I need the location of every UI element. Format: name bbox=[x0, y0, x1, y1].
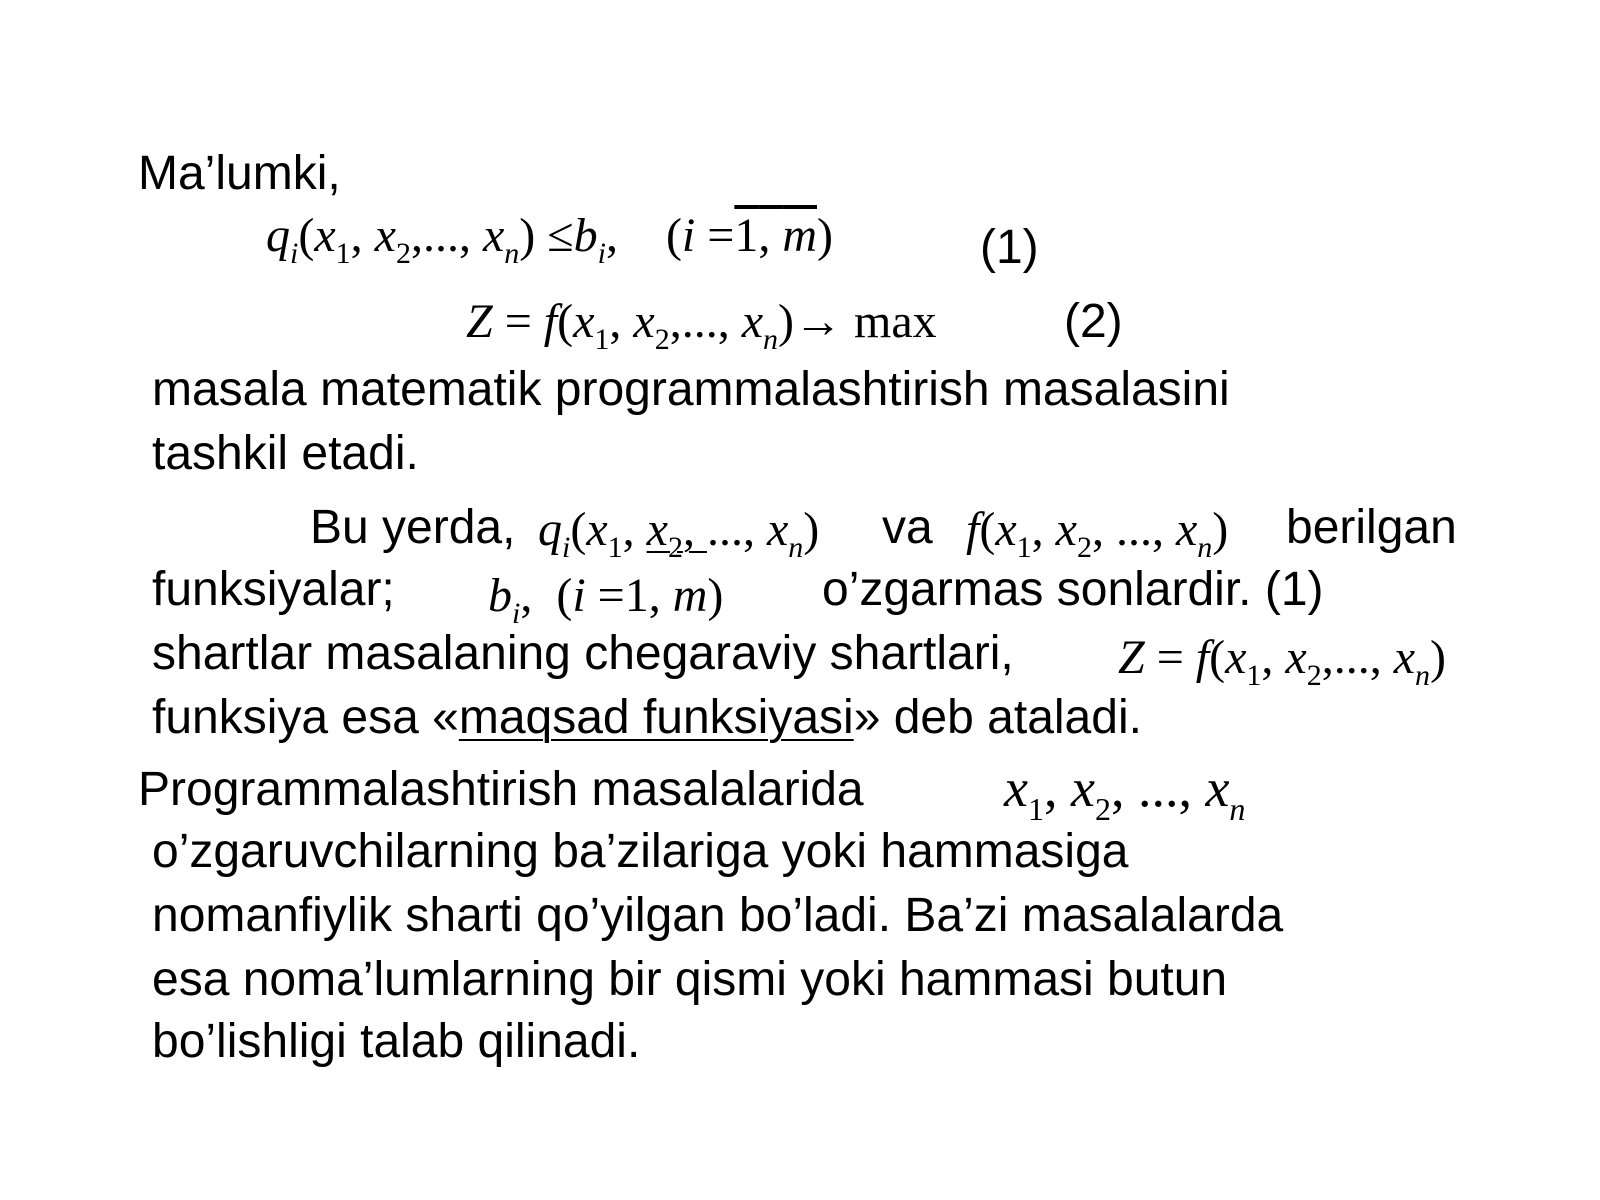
paragraph-2-va: va bbox=[882, 501, 933, 554]
deb-ataladi-text: » deb ataladi. bbox=[853, 691, 1142, 744]
paragraph-1-line-1: masala matematik programmalashtirish masalasini bbox=[152, 363, 1230, 416]
paragraph-2-ozgarmas: o’zgarmas sonlardir. (1) bbox=[822, 563, 1324, 616]
paragraph-3-line-5: bo’lishligi talab qilinadi. bbox=[152, 1015, 641, 1068]
maqsad-funksiyasi-term: maqsad funksiyasi bbox=[458, 691, 854, 744]
inline-formula-f: $f(x_1$, $x_2$, ..., $x_n$) bbox=[966, 503, 1229, 564]
inline-formula-q: $q_i(x_1$, $x_2$, ..., $x_n$) bbox=[538, 503, 820, 564]
paragraph-3-line-4: esa noma’lumlarning bir qismi yoki hammasi butun bbox=[152, 953, 1228, 1006]
paragraph-2-funksiyalar: funksiyalar; bbox=[152, 563, 395, 616]
equation-label-2: (2) bbox=[1064, 295, 1123, 348]
paragraph-2-funksiya-esa bbox=[152, 688, 1142, 748]
paragraph-3-line-2: o’zgaruvchilarning ba’zilariga yoki hammasiga bbox=[152, 825, 1129, 878]
paragraph-3-line-3: nomanfiylik sharti qo’yilgan bo’ladi. Ba’zi masalalarda bbox=[152, 889, 1284, 942]
paragraph-2-shartlar: shartlar masalaning chegaraviy shartlari, bbox=[152, 627, 1014, 680]
constraint-formula: $q_i(x_1$, $x_2$,..., $x_n) \le b_i$, (i =1, m) bbox=[266, 209, 833, 270]
paragraph-1-line-2: tashkil etadi. bbox=[152, 427, 419, 480]
paragraph-3-line-1: Programmalashtirish masalalarida bbox=[138, 763, 864, 816]
inline-formula-vars: $x_1$, $x_2$, ..., $x_n$ bbox=[1004, 758, 1246, 827]
funksiya-esa-text: funksiya esa « bbox=[152, 691, 459, 744]
objective-formula: $Z = f(x_1$, $x_2$,..., $x_n)\to \max$ bbox=[466, 295, 937, 356]
inline-formula-b: $b_i$, (i =1, m) bbox=[488, 569, 724, 630]
intro-text: Ma’lumki, bbox=[138, 147, 341, 200]
inline-formula-z: $Z = f(x_1$, $x_2$,..., $x_n$) bbox=[1118, 631, 1447, 692]
paragraph-2-berilgan: berilgan bbox=[1286, 501, 1457, 554]
paragraph-2-bu-yerda: Bu yerda, bbox=[310, 501, 516, 554]
equation-label-1: (1) bbox=[980, 221, 1039, 274]
